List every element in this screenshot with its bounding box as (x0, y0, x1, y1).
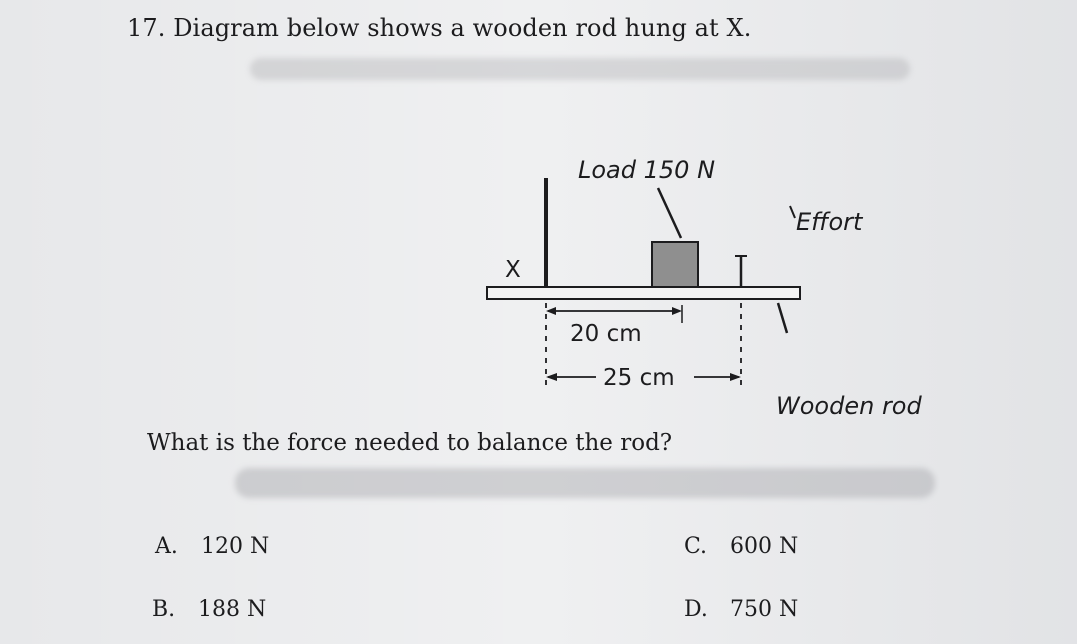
effort-label: Effort (796, 208, 863, 236)
load-block (652, 242, 698, 287)
option-letter: C. (684, 534, 708, 559)
option-a[interactable] (155, 534, 269, 559)
load-label: Load 150 N (578, 156, 716, 184)
option-text: 750 N (730, 597, 799, 622)
wooden-rod-label: Wooden rod (776, 392, 922, 420)
arrowhead-20cm-left (546, 307, 556, 315)
option-text: 188 N (198, 597, 267, 622)
option-d[interactable] (684, 597, 798, 622)
question-prompt: What is the force needed to balance the rod? (147, 430, 673, 456)
question-title: 17. Diagram below shows a wooden rod hung at X. (127, 14, 752, 42)
option-letter: D. (684, 597, 708, 622)
option-b[interactable] (152, 597, 266, 622)
option-c[interactable] (684, 534, 798, 559)
option-text: 120 N (201, 534, 270, 559)
rod-pointer (778, 303, 787, 333)
arrowhead-25cm-left (546, 373, 557, 381)
option-letter: B. (152, 597, 176, 622)
option-text: 600 N (730, 534, 799, 559)
distance-effort-label: 25 cm (603, 365, 675, 391)
load-pointer (658, 188, 681, 238)
wooden-rod (487, 287, 800, 299)
effort-pointer (790, 206, 795, 218)
option-letter: A. (155, 534, 178, 559)
arrowhead-20cm-right (672, 307, 682, 315)
distance-load-label: 20 cm (570, 321, 642, 347)
pivot-label: X (505, 257, 521, 283)
arrowhead-25cm-right (730, 373, 741, 381)
